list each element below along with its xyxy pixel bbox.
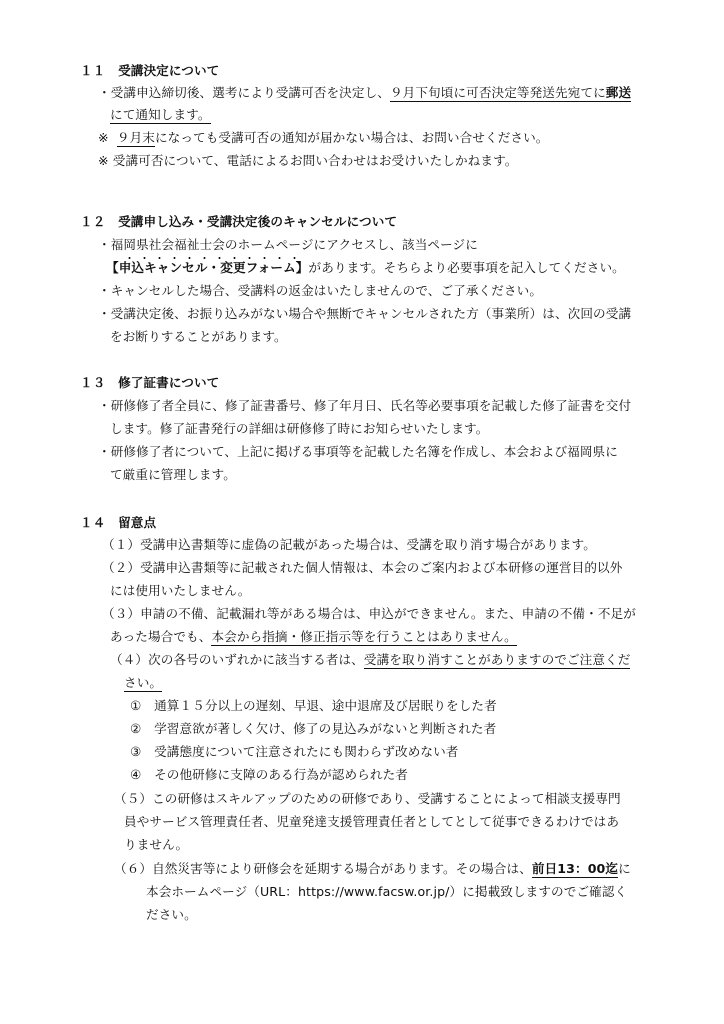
s14-item-1: （１）受講申込書類等に虚偽の記載があった場合は、受講を取り消す場合があります。 (102, 537, 596, 552)
s14-item-3-line-2 (110, 628, 517, 646)
s14-text: あった場合でも、 (110, 629, 212, 644)
s11-mail-emphasis: 郵送 (605, 85, 632, 100)
s14-cancel-warning-emphasis: 受講を取り消すことがありますのでご注意くだ (363, 652, 631, 667)
s11-month-end-emphasis: ９月末 (116, 130, 155, 145)
s12-line-1: ・福岡県社会福祉士会のホームページにアクセスし、該当ページに (98, 237, 478, 252)
s14-text: （４）次の各号のいずれかに該当する者は、 (110, 652, 364, 667)
s11-line-2 (110, 106, 211, 124)
s12-line-4: ・受講決定後、お振り込みがない場合や無断でキャンセルされた方（事業所）は、次回の受講 (98, 306, 632, 321)
s14-subitem-4: ④ その他研修に支障のある行為が認められた者 (130, 767, 408, 782)
s14-no-correction-emphasis: 本会から指摘・修正指示等を行うことはありません。 (211, 629, 517, 644)
s14-item-5-line-2: 員やサービス管理責任者、児童発達支援管理責任者としてとして従事できるわけではあ (124, 814, 620, 829)
s13-line-1: ・研修修了者全員に、修了証書番号、修了年月日、氏名等必要事項を記載した修了証書を交付 (98, 398, 632, 413)
section-12-heading: １２ 受講申し込み・受講決定後のキャンセルについて (80, 214, 398, 229)
s14-item-5-line-3: りません。 (124, 837, 189, 852)
s14-item-6-line-3: ださい。 (146, 907, 197, 922)
s11-line-1 (98, 84, 631, 102)
section-13-heading: １３ 修了証書について (80, 375, 220, 390)
s14-subitem-1: ① 通算１５分以上の遅刻、早退、途中退席及び居眠りをした者 (130, 698, 497, 713)
s14-item-4-line-1 (110, 651, 630, 669)
bracket-close: 】 (295, 260, 309, 275)
s14-item-4-line-2 (124, 674, 162, 692)
s11-text: になっても受講可否の通知が届かない場合は、お問い合せください。 (154, 130, 549, 145)
s13-line-3: ・研修修了者について、上記に掲げる事項等を記載した名簿を作成し、本会および福岡県に (98, 444, 618, 459)
s14-cancel-warning-emphasis: さい。 (124, 675, 163, 690)
s11-text: ・受講申込締切後、選考により受講可否を決定し、 (98, 85, 390, 100)
s12-line-3: ・キャンセルした場合、受講料の返金はいたしませんので、ご了承ください。 (98, 283, 543, 298)
s14-item-6-line-2: 本会ホームページ（URL：https://www.facsw.or.jp/）に掲載致しますのでご確認く (146, 884, 628, 899)
s12-text: があります。そちらより必要事項を記入してください。 (308, 260, 625, 275)
s14-item-3-line-1: （３）申請の不備、記載漏れ等がある場合は、申込ができません。また、申請の不備・不足が (102, 606, 636, 621)
note-mark: ※ (98, 130, 109, 145)
s14-item-6-line-1 (114, 860, 631, 878)
s11-text-underlined: に可否決定等発送先宛てに (453, 85, 606, 100)
s14-item-5-line-1: （５）この研修はスキルアップのための研修であり、受講することによって相談支援専門 (114, 791, 621, 806)
s14-subitem-2: ② 学習意欲が著しく欠け、修了の見込みがないと判断された者 (130, 721, 497, 736)
s11-note-1 (98, 129, 548, 147)
s11-note-2: ※ 受講可否について、電話によるお問い合わせはお受けいたしかねます。 (98, 153, 518, 168)
s12-line-2 (106, 259, 625, 277)
section-11-heading: １１ 受講決定について (80, 63, 220, 78)
s14-item-2-line-2: には使用いたしません。 (110, 583, 251, 598)
s14-text: （６）自然災害等により研修会を延期する場合があります。その場合は、 (114, 861, 532, 876)
s13-line-4: て厳重に管理します。 (110, 467, 236, 482)
s13-line-2: します。修了証書発行の詳細は研修修了時にお知らせいたします。 (110, 421, 489, 436)
s11-deadline-emphasis: ９月下旬頃 (389, 85, 454, 100)
s14-text: に (618, 861, 631, 876)
s14-deadline-emphasis: 前日13：00迄 (531, 861, 619, 876)
section-14-heading: １４ 留意点 (80, 515, 157, 530)
s11-text-underlined: にて通知します。 (110, 107, 211, 122)
s14-item-2-line-1: （２）受講申込書類等に記載された個人情報は、本会のご案内および本研修の運営目的以外 (102, 560, 623, 575)
s12-line-5: をお断りすることがあります。 (110, 329, 287, 344)
cancel-form-name: 申込キャンセル・変更フォーム (119, 256, 296, 275)
bracket-open: 【 (106, 260, 119, 275)
s14-subitem-3: ③ 受講態度について注意されたにも関わらず改めない者 (130, 744, 459, 759)
